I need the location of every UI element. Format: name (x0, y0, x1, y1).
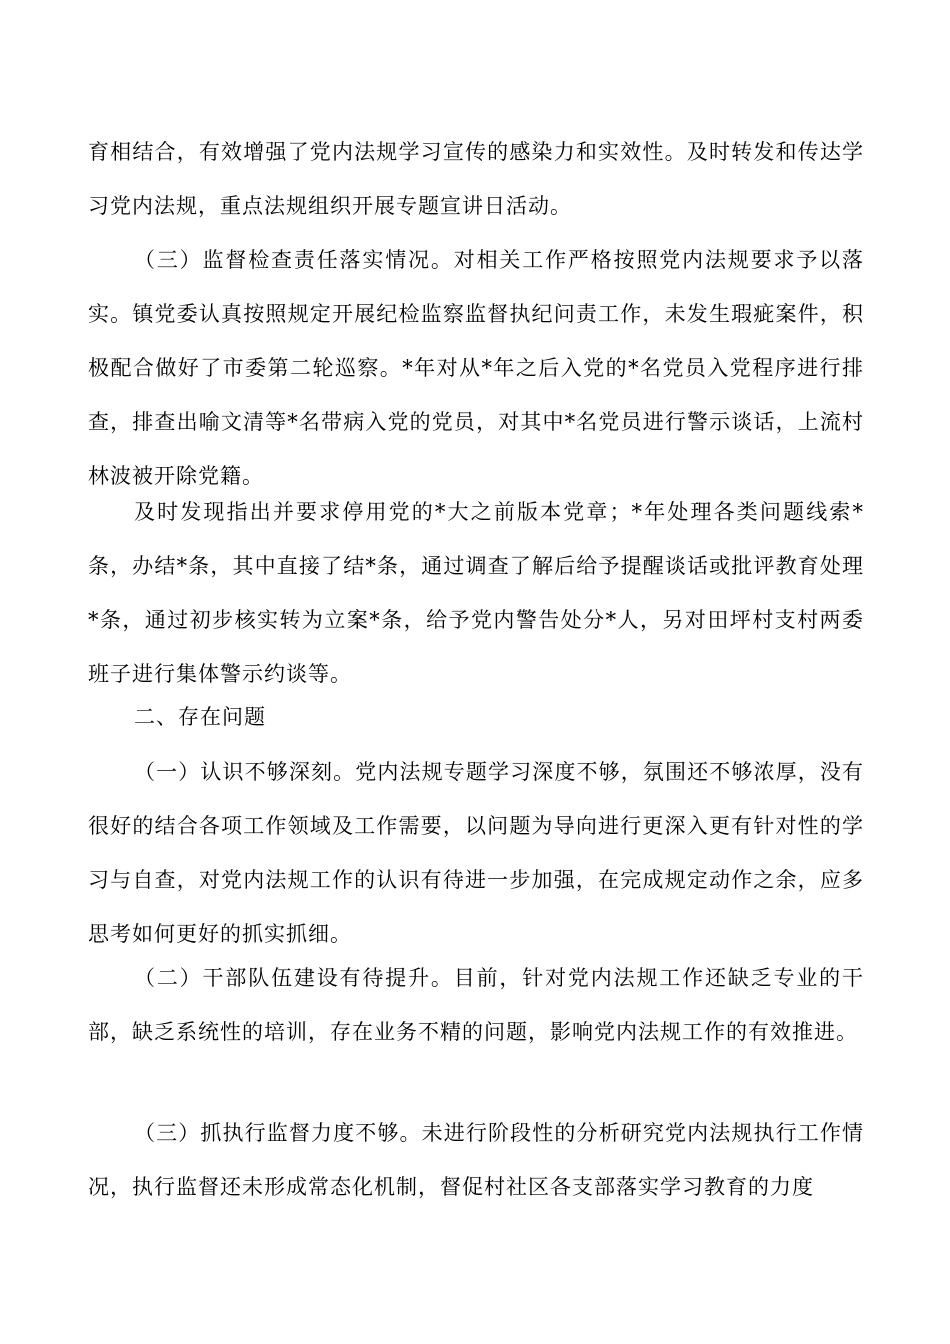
paragraph-problem-2: （二）干部队伍建设有待提升。目前，针对党内法规工作还缺乏专业的干部，缺乏系统性的培训，存在业务不精的问题，影响党内法规工作的有效推进。 (88, 966, 864, 1044)
problem-1-block (88, 745, 864, 961)
case-handling-block (88, 485, 864, 701)
problem-2-block (88, 951, 864, 1059)
paragraph-problem-3: （三）抓执行监督力度不够。未进行阶段性的分析研究党内法规执行工作情况，执行监督还未形成常态化机制，督促村社区各支部落实学习教育的力度 (88, 1121, 864, 1199)
paragraph-case-handling: 及时发现指出并要求停用党的*大之前版本党章；*年处理各类问题线索*条，办结*条，其中直接了结*条，通过调查了解后给予提醒谈话或批评教育处理*条，通过初步核实转为立案*条，给予党内警告处分*人，另对田坪村支村两委班子进行集体警示约谈等。 (88, 500, 864, 686)
problems-heading-block (88, 690, 864, 744)
page-body (88, 125, 864, 233)
problem-3-block (88, 1106, 864, 1214)
paragraph-continued: 育相结合，有效增强了党内法规学习宣传的感染力和实效性。及时转发和传达学习党内法规，重点法规组织开展专题宣讲日活动。 (88, 140, 864, 218)
paragraph-supervision-inspection: （三）监督检查责任落实情况。对相关工作严格按照党内法规要求予以落实。镇党委认真按照规定开展纪检监察监督执纪问责工作，未发生瑕疵案件，积极配合做好了市委第二轮巡察。*年对从*年之后入党的*名党员入党程序进行排查，排查出喻文清等*名带病入党的党员，对其中*名党员进行警示谈话，上流村林波被开除党籍。 (88, 248, 864, 488)
section-3-block (88, 233, 864, 503)
paragraph-problem-1: （一）认识不够深刻。党内法规专题学习深度不够，氛围还不够浓厚，没有很好的结合各项工作领域及工作需要，以问题为导向进行更深入更有针对性的学习与自查，对党内法规工作的认识有待进一步加强，在完成规定动作之余，应多思考如何更好的抓实抓细。 (88, 760, 864, 946)
section-heading-problems: 二、存在问题 (134, 705, 266, 729)
